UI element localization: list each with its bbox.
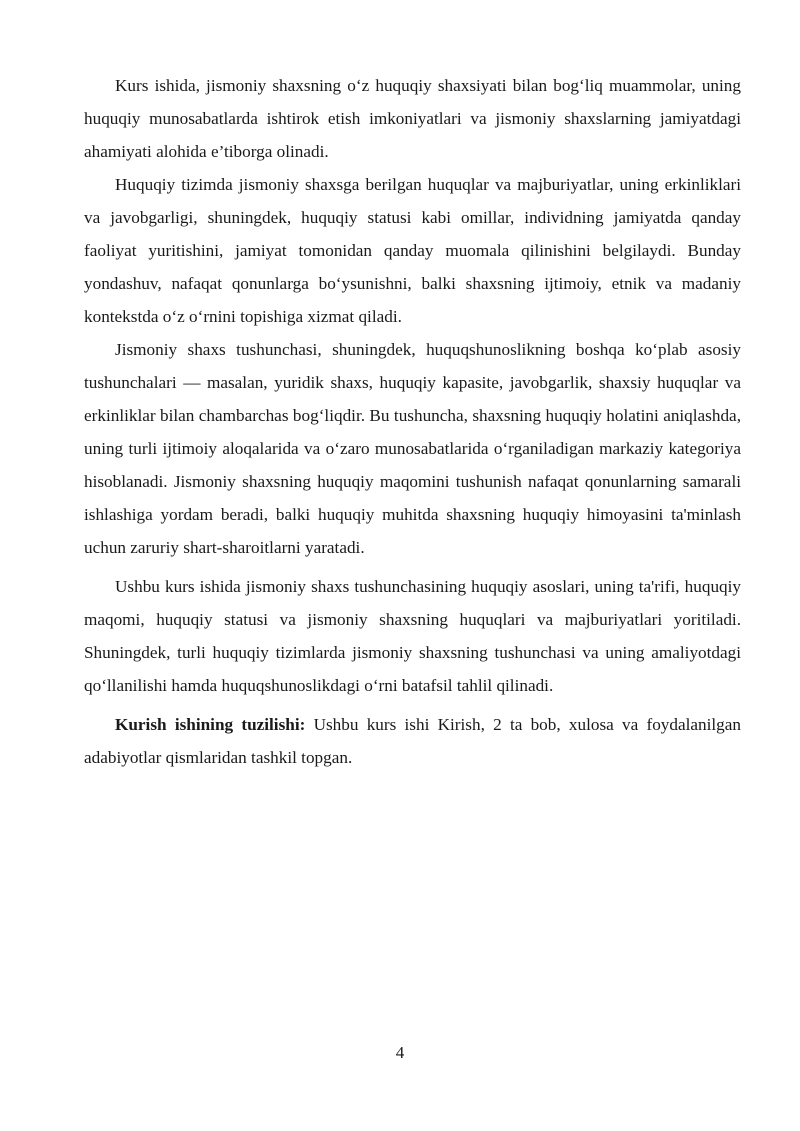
structure-heading: Kurish ishining tuzilishi: [115, 715, 306, 734]
paragraph-structure [84, 708, 741, 774]
paragraph-intro: Kurs ishida, jismoniy shaxsning o‘z huquqiy shaxsiyati bilan bog‘liq muammolar, uning huquqiy munosabatlarda ishtirok etish imkoniyatlari va jismoniy shaxslarning jamiyatdagi ahamiyati alohida e’tiborga olinadi. [84, 76, 741, 161]
document-body [84, 69, 741, 774]
paragraph-legal-system: Huquqiy tizimda jismoniy shaxsga berilgan huquqlar va majburiyatlar, uning erkinliklari va javobgarligi, shuningdek, huquqiy statusi kabi omillar, individning jamiyatda qanday faoliyat yuritishini, jamiyat tomonidan qanday muomala qilinishini belgilaydi. Bunday yondashuv, nafaqat qonunlarga bo‘ysunishni, balki shaxsning ijtimoiy, etnik va madaniy kontekstda o‘z o‘rnini topishiga xizmat qiladi. [84, 175, 741, 326]
paragraph-concept: Jismoniy shaxs tushunchasi, shuningdek, huquqshunoslikning boshqa ko‘plab asosiy tushunchalari — masalan, yuridik shaxs, huquqiy kapasite, javobgarlik, shaxsiy huquqlar va erkinliklar bilan chambarchas bog‘liqdir. Bu tushuncha, shaxsning huquqiy holatini aniqlashda, uning turli ijtimoiy aloqalarida va o‘zaro munosabatlarida o‘rganiladigan markaziy kategoriya hisoblanadi. Jismoniy shaxsning huquqiy maqomini tushunish nafaqat qonunlarning samarali ishlashiga yordam beradi, balki huquqiy muhitda shaxsning huquqiy himoyasini ta'minlash uchun zaruriy shart-sharoitlarni yaratadi. [84, 340, 741, 557]
paragraph-scope: Ushbu kurs ishida jismoniy shaxs tushunchasining huquqiy asoslari, uning ta'rifi, huquqiy maqomi, huquqiy statusi va jismoniy shaxsning huquqlari va majburiyatlari yoritiladi. Shuningdek, turli huquqiy tizimlarda jismoniy shaxsning tushunchasi va uning amaliyotdagi qo‘llanilishi hamda huquqshunoslikdagi o‘rni batafsil tahlil qilinadi. [84, 577, 741, 695]
page-number: 4 [395, 1043, 405, 1062]
structure-text: Ushbu kurs ishi Kirish, 2 ta bob, xulosa va foydalanilgan adabiyotlar qismlaridan tashkil topgan. [84, 715, 741, 767]
